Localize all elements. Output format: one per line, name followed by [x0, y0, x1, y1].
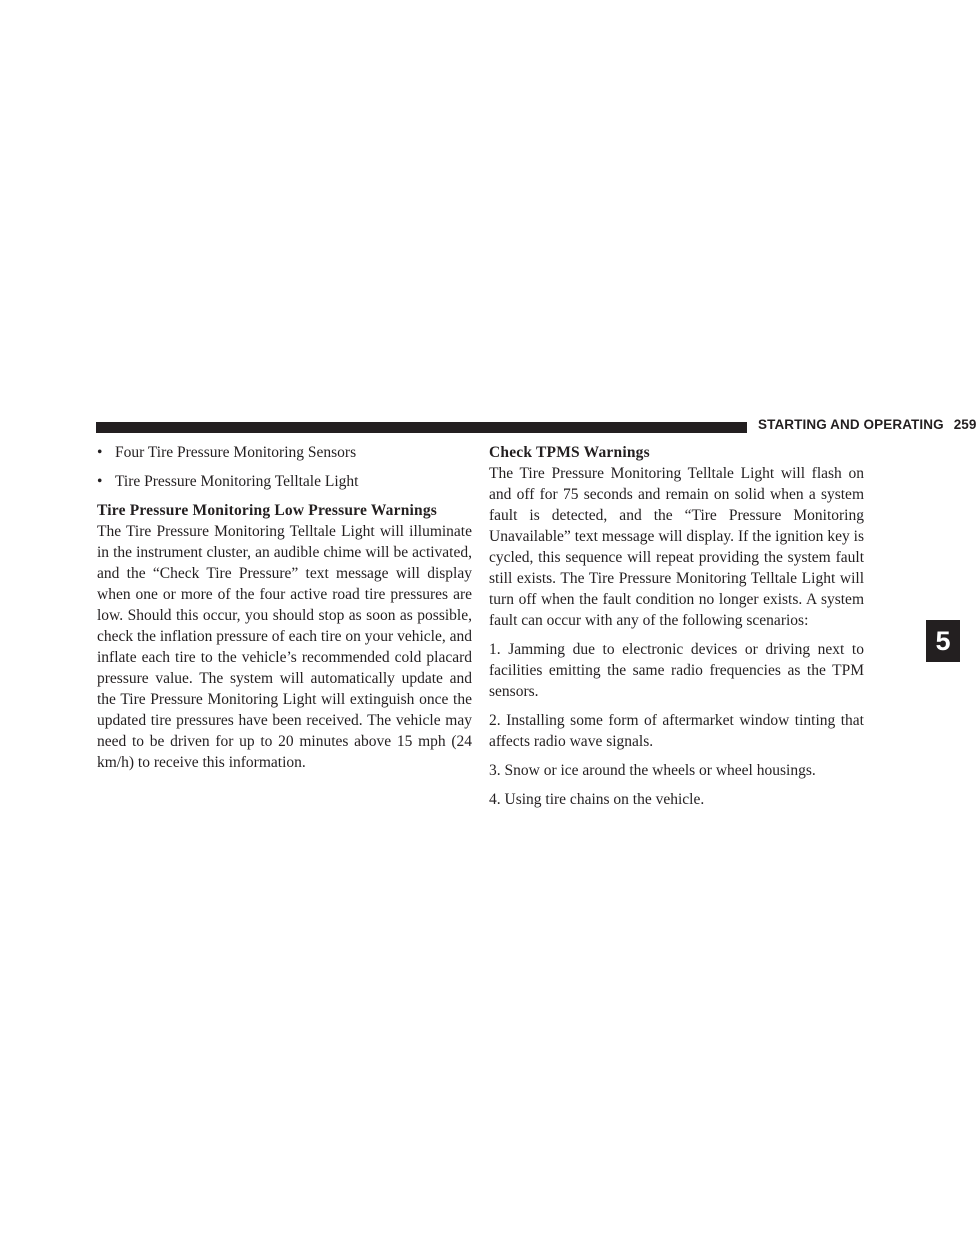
scenario-item: 4. Using tire chains on the vehicle.: [489, 791, 705, 808]
left-column: [97, 442, 472, 781]
list-item: [97, 471, 472, 492]
scenario-item: 3. Snow or ice around the wheels or wheel housings.: [489, 762, 816, 779]
list-item-text: Four Tire Pressure Monitoring Sensors: [115, 444, 357, 461]
page-number: 259: [953, 417, 977, 432]
scenario-item: 2. Installing some form of aftermarket window tinting that affects radio wave signals.: [489, 712, 864, 750]
low-pressure-paragraph: The Tire Pressure Monitoring Telltale Light will illuminate in the instrument cluster, an audible chime will be activated, and the “Check Tire Pressure” text message will display when one or more of the four active road tire pressures are low. Should this occur, you should stop as soon as possible, check the inflation pressure of each tire on your vehicle, and inflate each tire to the vehicle’s recommended cold placard pressure value. The system will automatically update and the Tire Pressure Monitoring Light will extinguish once the updated tire pressures have been received. The vehicle may need to be driven for up to 20 minutes above 15 mph (24 km/h) to receive this information.: [97, 523, 472, 771]
check-tpms-paragraph: The Tire Pressure Monitoring Telltale Light will flash on and off for 75 seconds and remain on solid when a system fault is detected, and the “Tire Pressure Monitoring Unavailable” text message will display. If the ignition key is cycled, this sequence will repeat providing the system fault still exists. The Tire Pressure Monitoring Telltale Light will turn off when the fault condition no longer exists. A system fault can occur with any of the following scenarios:: [489, 465, 864, 629]
header-rule: [96, 422, 747, 433]
bullet-icon: •: [97, 473, 103, 490]
low-pressure-heading: Tire Pressure Monitoring Low Pressure Warnings: [97, 502, 438, 519]
scenario-item: 1. Jamming due to electronic devices or driving next to facilities emitting the same radio frequencies as the TPM sensors.: [489, 641, 864, 700]
right-column: [489, 442, 864, 818]
list-item: [97, 442, 472, 463]
running-header: [758, 417, 977, 432]
chapter-tab: 5: [926, 620, 960, 662]
check-tpms-heading: Check TPMS Warnings: [489, 444, 650, 461]
component-list: [97, 442, 472, 492]
bullet-icon: •: [97, 444, 103, 461]
section-title: STARTING AND OPERATING: [758, 417, 944, 432]
list-item-text: Tire Pressure Monitoring Telltale Light: [115, 473, 359, 490]
